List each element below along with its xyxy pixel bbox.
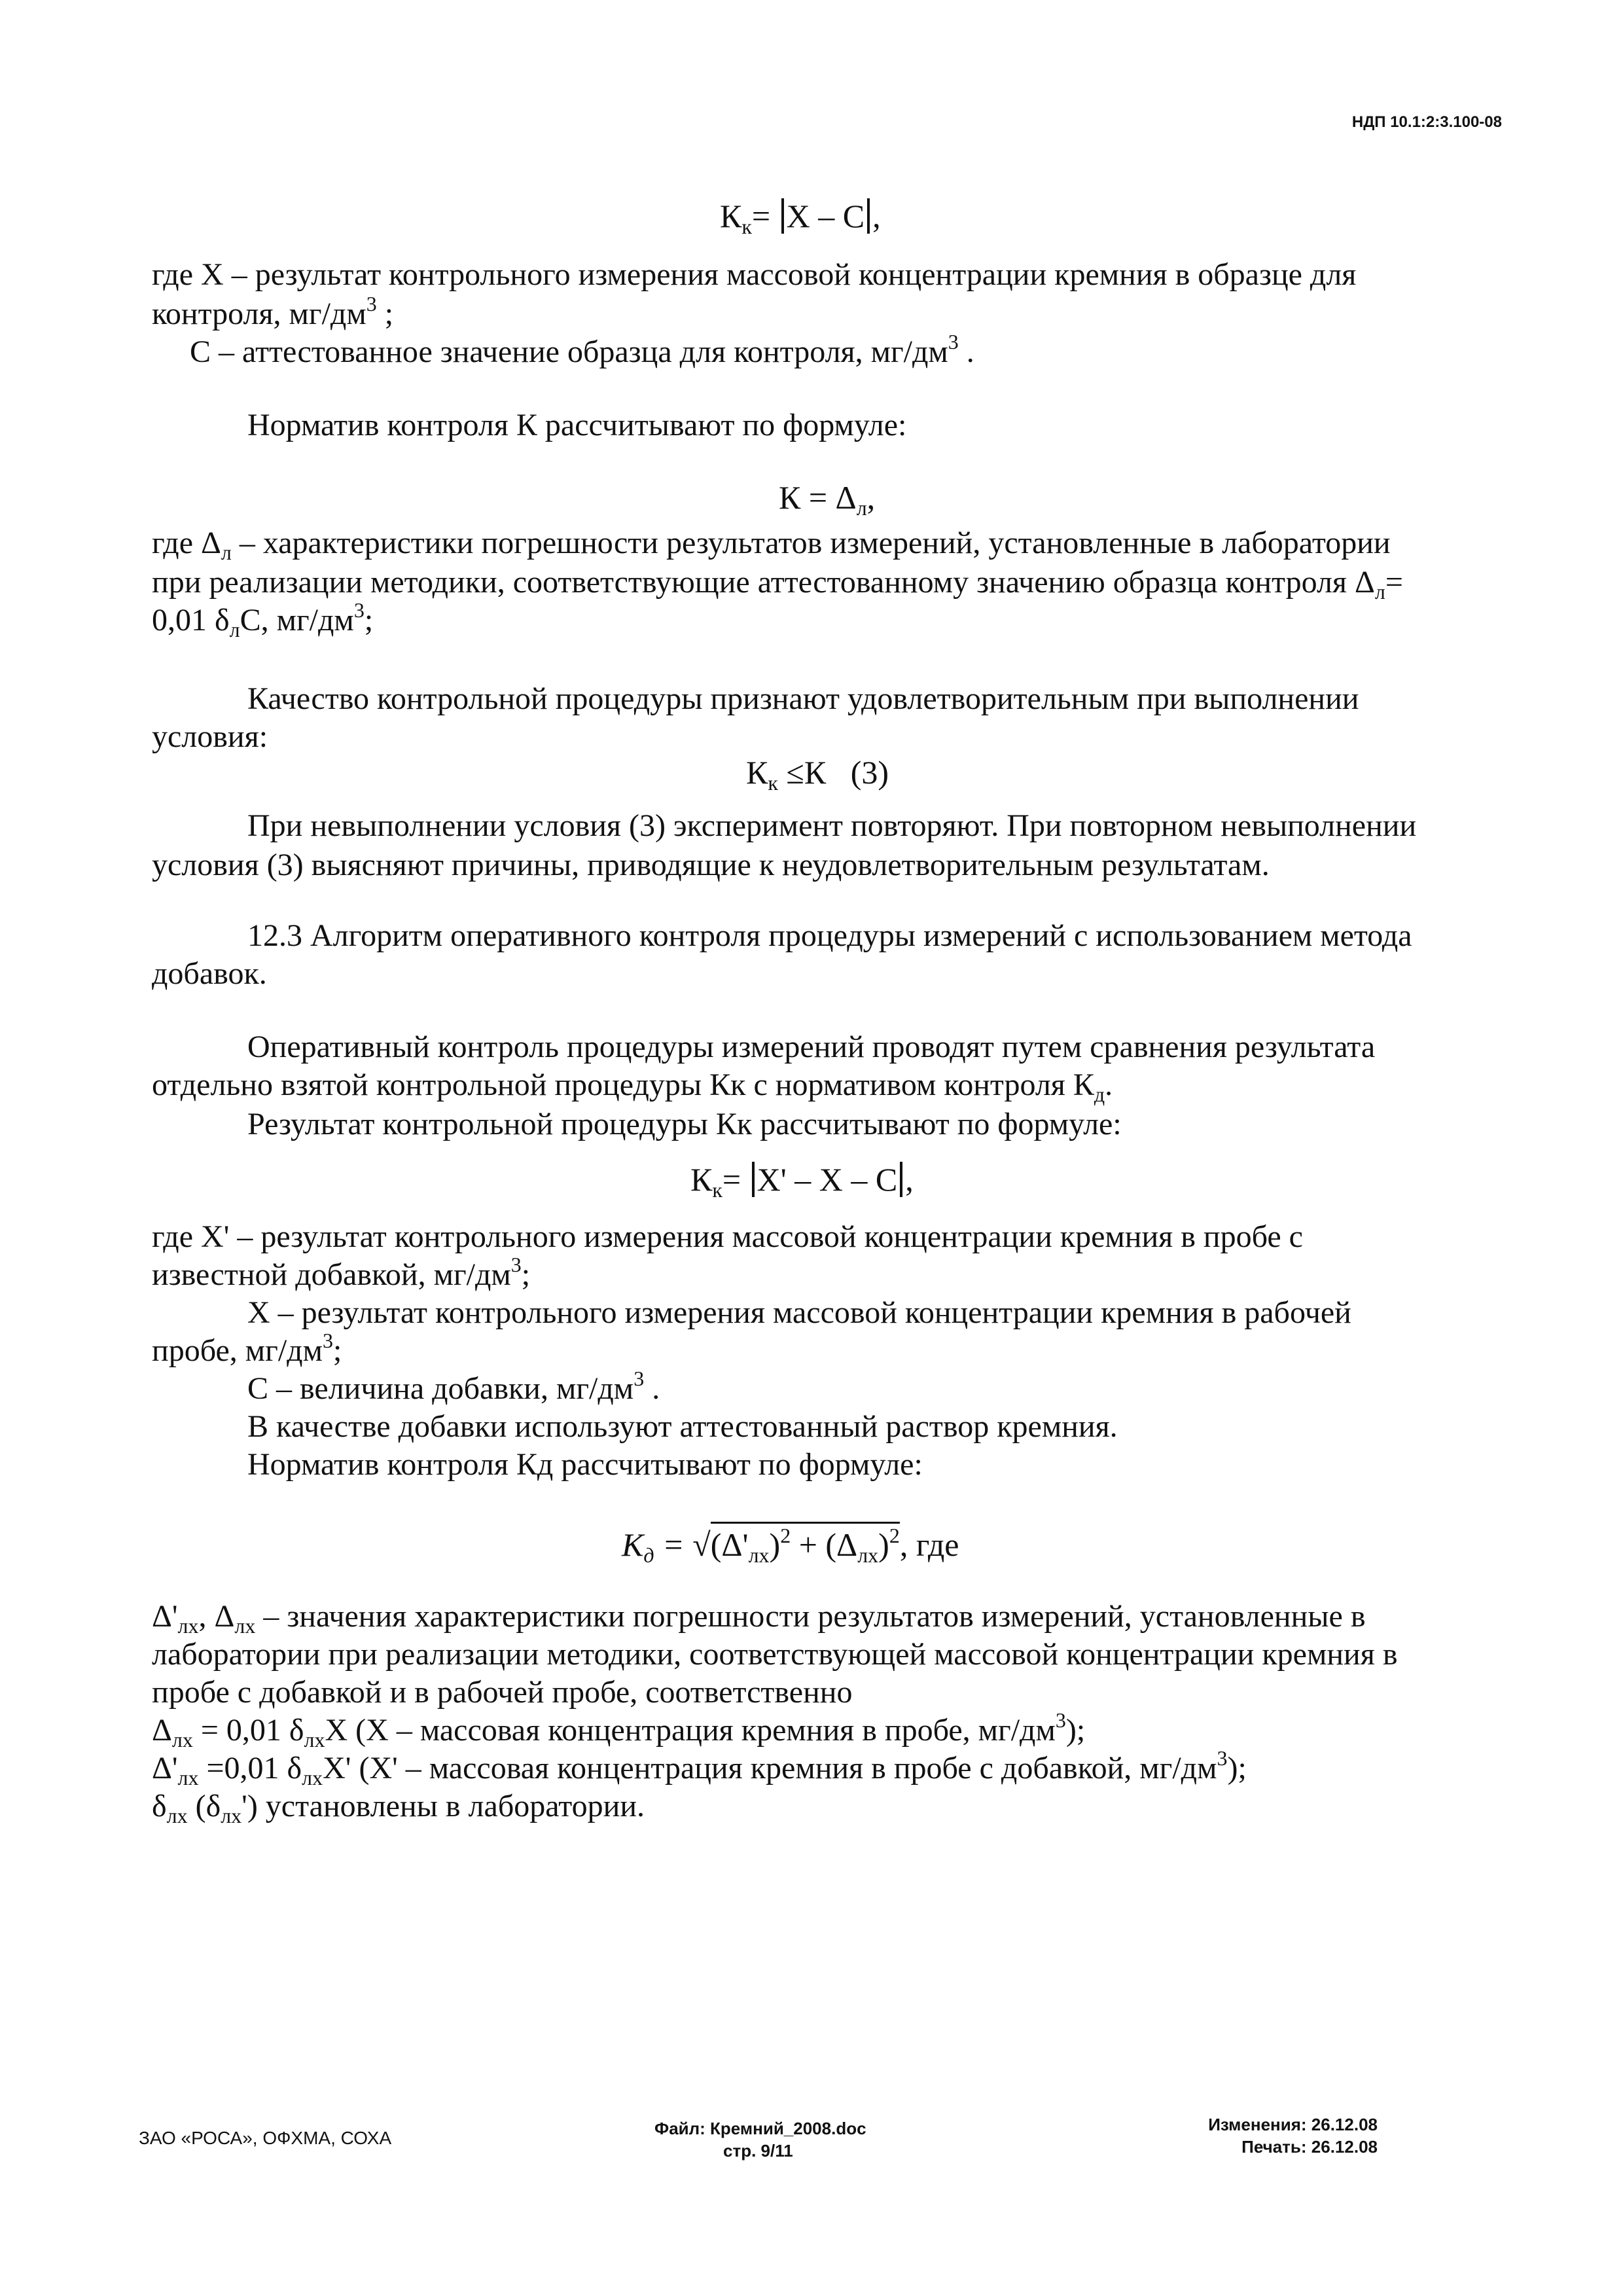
- paragraph-delta-lx-line1: $\Delta'_{лх}$, $\Delta_{лх}$ – значения характеристики погрешности результатов измерений, установленные в: [152, 1599, 1366, 1638]
- formula-kk-addition: $К_к= X' - X - C$ ,: [690, 1161, 914, 1202]
- formula-kd: $K_д = √(\Delta'_{лх})^2 + (\Delta_{лх})^2$, где: [622, 1525, 959, 1564]
- formula-condition-3: $К_к \le К$ (3): [746, 754, 889, 795]
- footer-organization: ЗАО «РОСА», ОФХМА, СОХА: [139, 2128, 392, 2148]
- paragraph-where-x-line2: контроля, $мг/дм^3$ ;: [152, 292, 394, 331]
- paragraph-operative-line2: отдельно взятой контрольной процедуры Кк с нормативом контроля $К_д$.: [152, 1067, 1113, 1106]
- formula-k: $К = \Delta_л$,: [779, 479, 876, 520]
- paragraph-delta-line3: 0,01 $\delta_лС$, $мг/дм^3$;: [152, 598, 374, 641]
- paragraph-delta-line1: где $\Delta_л$ – характеристики погрешности результатов измерений, установленные в лаборатории: [152, 526, 1391, 564]
- paragraph-failure-line2: условия (3) выясняют причины, приводящие к неудовлетворительным результатам.: [152, 848, 1270, 882]
- paragraph-delta-lx-line2: лаборатории при реализации методики, соответствующей массовой концентрации кремния в: [152, 1637, 1398, 1672]
- paragraph-norm-kd: Норматив контроля Кд рассчитывают по формуле:: [247, 1447, 923, 1482]
- section-12-3-line1: 12.3 Алгоритм оперативного контроля процедуры измерений с использованием метода: [247, 918, 1412, 953]
- paragraph-x-line1: X – результат контрольного измерения массовой концентрации кремния в рабочей: [247, 1295, 1351, 1330]
- paragraph-where-xprime-line1: где X' – результат контрольного измерения массовой концентрации кремния в пробе с: [152, 1219, 1303, 1254]
- paragraph-delta-lab: $\delta_{лх}$ $(\delta_{лх}')$ установлены в лаборатории.: [152, 1789, 645, 1827]
- footer-file: Файл: Кремний_2008.doc: [654, 2119, 866, 2138]
- paragraph-quality-line1: Качество контрольной процедуры признают удовлетворительным при выполнении: [247, 681, 1359, 716]
- paragraph-where-xprime-line2: известной добавкой, $мг/дм^3$;: [152, 1253, 531, 1292]
- formula-kk: $К_к= X - C$ ,: [720, 198, 881, 238]
- footer-page-number: стр. 9/11: [723, 2141, 793, 2161]
- paragraph-addition-solution: В качестве добавки используют аттестованный раствор кремния.: [247, 1409, 1118, 1444]
- paragraph-where-x-line1: где X – результат контрольного измерения массовой концентрации кремния в образце для: [152, 257, 1357, 292]
- footer-changes-date: Изменения: 26.12.08: [1208, 2115, 1378, 2134]
- paragraph-operative-line3: Результат контрольной процедуры Кк рассчитывают по формуле:: [247, 1107, 1122, 1141]
- paragraph-norm-k: Норматив контроля К рассчитывают по формуле:: [247, 408, 907, 442]
- formula-delta-lx: $\Delta_{лх} = 0,01$ $\delta_{лх}X$ (X – массовая концентрация кремния в пробе, $мг/дм^3$);: [152, 1708, 1086, 1751]
- paragraph-delta-lx-line3: пробе с добавкой и в рабочей пробе, соответственно: [152, 1675, 853, 1710]
- paragraph-delta-line2: при реализации методики, соответствующие аттестованному значению образца контроля $\Delta_л=$: [152, 565, 1403, 603]
- paragraph-operative-line1: Оперативный контроль процедуры измерений проводят путем сравнения результата: [247, 1030, 1376, 1064]
- formula-delta-prime-lx: $\Delta'_{лх} =0,01$ $\delta_{лх}X'$ (X' – массовая концентрация кремния в пробе с добавкой, $мг/дм^3$);: [152, 1746, 1247, 1789]
- section-12-3-line2: добавок.: [152, 956, 267, 991]
- paragraph-c-addition: С – величина добавки, $мг/дм^3$ .: [247, 1367, 660, 1406]
- paragraph-quality-line2: условия:: [152, 719, 268, 754]
- footer-print-date: Печать: 26.12.08: [1241, 2137, 1378, 2157]
- document-code: НДП 10.1:2:3.100-08: [1351, 113, 1502, 131]
- paragraph-failure-line1: При невыполнении условия (3) эксперимент повторяют. При повторном невыполнении: [247, 808, 1417, 843]
- paragraph-x-line2: пробе, $мг/дм^3$;: [152, 1329, 342, 1368]
- paragraph-c-value: С – аттестованное значение образца для контроля, $мг/дм^3$ .: [190, 330, 974, 369]
